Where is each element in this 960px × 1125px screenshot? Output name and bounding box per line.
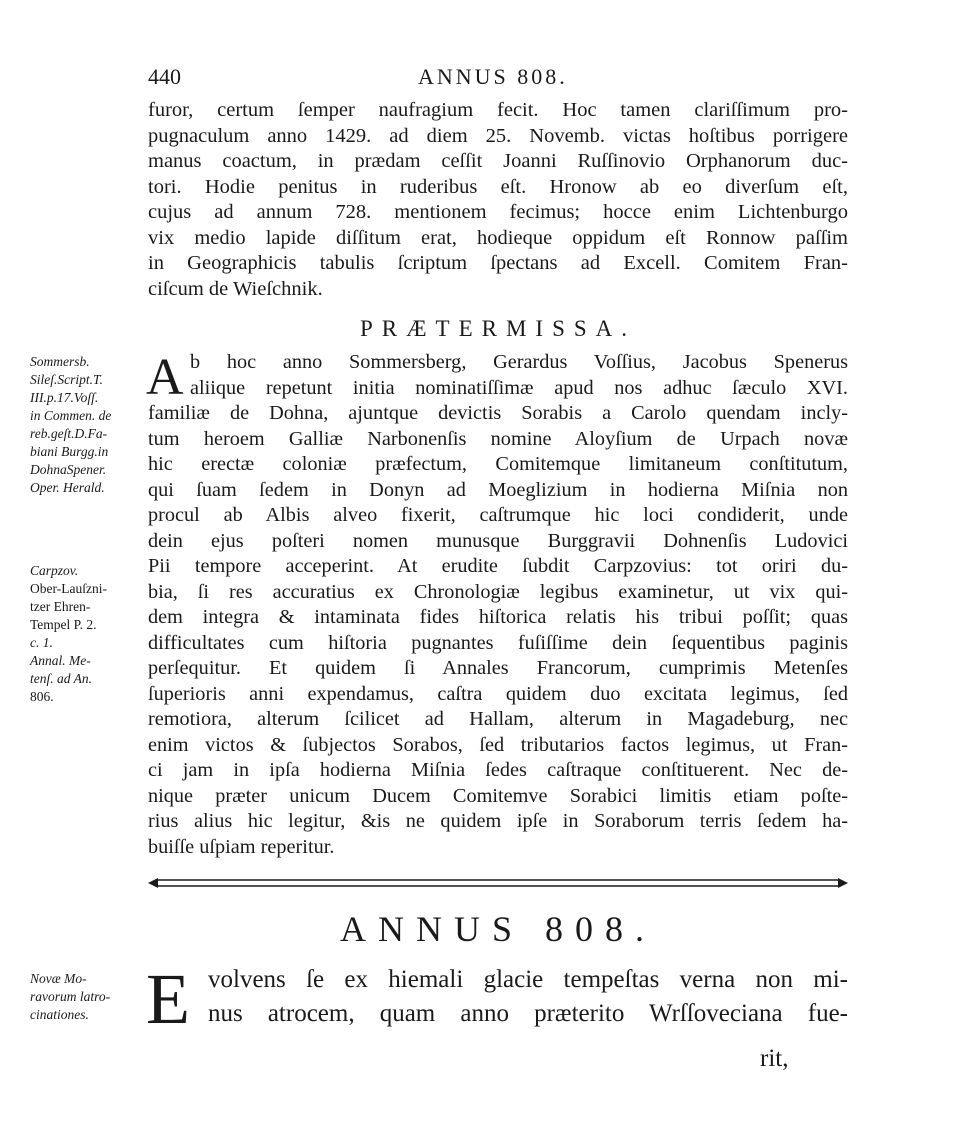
text-line: enim victos & ſubjectos Sorabos, ſed tributarios factos legimus, ut Fran-	[148, 733, 848, 756]
text-line: pugnaculum anno 1429. ad diem 25. Novemb. victas hoſtibus porrigere	[148, 124, 848, 147]
text-line: nus atrocem, quam anno præterito Wrſſoveciana fue-	[208, 1000, 848, 1027]
text-line: hic erectæ coloniæ præfectum, Comitemque limitaneum conſtitutum,	[148, 453, 848, 475]
text-line: bia, ſi res accuratius ex Chronologiæ legibus examinetur, ut vix qui-	[148, 580, 848, 603]
text-line: familiæ de Dohna, ajuntque devictis Sorabis a Carolo quendam incly-	[148, 402, 848, 424]
margin-note-line: DohnaSpener.	[30, 462, 107, 477]
text-line: ſuperioris anni expendamus, caſtra quidem duo excitata legimus, ſed	[148, 682, 848, 705]
margin-note-line: 806.	[30, 689, 54, 704]
margin-note-line: tzer Ehren-	[30, 599, 91, 614]
margin-note-line: in Commen. de	[30, 408, 112, 423]
margin-note-line: Oper. Herald.	[30, 480, 105, 495]
text-line: remotiora, alterum ſcilicet ad Hallam, alterum in Magadeburg, nec	[148, 708, 848, 730]
margin-note-line: Novæ Mo-	[30, 971, 87, 986]
text-line: vix medio lapide diſſitum erat, hodieque oppidum eſt Ronnow paſſim	[148, 226, 848, 249]
margin-note-line: Ober-Lauſzni-	[30, 581, 107, 596]
text-line: in Geographicis tabulis ſcriptum ſpectans ad Excell. Comitem Fran-	[148, 252, 848, 274]
ornamental-rule	[148, 876, 848, 890]
text-line: qui ſuam ſedem in Donyn ad Moeglizium in hodierna Miſnia non	[148, 478, 848, 501]
text-line: tum heroem Galliæ Narbonenſis nomine Aloyſium de Urpach novæ	[148, 427, 848, 450]
margin-note-line: c. 1.	[30, 635, 53, 650]
text-line: ciſcum de Wieſchnik.	[148, 277, 323, 300]
text-line: aliique repetunt initia nominatiſſimæ apud nos adhuc ſæculo XVI.	[190, 376, 848, 399]
text-line: manus coactum, in prædam ceſſit Joanni Ruſſinovio Orphanorum duc-	[148, 150, 848, 172]
text-line: perſequitur. Et quidem ſi Annales Francorum, cumprimis Metenſes	[148, 657, 848, 679]
margin-note-line: Sommersb.	[30, 354, 90, 369]
text-line: difficultates cum hiſtoria pugnantes fuſiſſime dein ſequentibus paginis	[148, 631, 848, 654]
margin-note-line: biani Burgg.in	[30, 444, 109, 459]
annus-808-paragraph	[146, 959, 848, 1039]
margin-note-line: Annal. Me-	[30, 653, 91, 668]
text-line: ci jam in ipſa hodierna Miſnia ſedes caſtraque conſtituerent. Nec de-	[148, 759, 848, 781]
section-heading-praetermissa: PRÆTERMISSA.	[359, 316, 637, 341]
continuation-paragraph	[148, 98, 848, 302]
margin-note-line: ravorum latro-	[30, 989, 111, 1004]
margin-note-carpzov	[30, 562, 148, 706]
text-line: procul ab Albis alveo fixerit, caſtrumque hic loci condiderit, unde	[148, 504, 848, 526]
margin-note-moravians	[30, 970, 148, 1024]
margin-note-line: Carpzov.	[30, 563, 79, 578]
margin-note-sources	[30, 353, 148, 497]
catchword: rit,	[760, 1045, 789, 1072]
page-number: 440	[148, 64, 181, 89]
margin-note-line: Sileſ.Script.T.	[30, 372, 103, 387]
drop-cap-a: A	[146, 349, 184, 406]
text-line: tori. Hodie penitus in ruderibus eſt. Hronow ab eo diverſum eſt,	[148, 175, 848, 198]
margin-note-line: tenſ. ad An.	[30, 671, 92, 686]
margin-note-line: reb.geſt.D.Fa-	[30, 426, 108, 441]
year-heading: ANNUS 808.	[339, 909, 656, 949]
text-line: furor, certum ſemper naufragium fecit. Hoc tamen clariſſimum pro-	[148, 99, 848, 121]
text-line: Pii tempore acceperint. At erudite ſubdit Carpzovius: tot oriri du-	[148, 555, 848, 577]
text-line: volvens ſe ex hiemali glacie tempeſtas verna non mi-	[208, 966, 848, 993]
text-line: rius alius hic legitur, &is ne quidem ipſe in Soraborum terris ſedem ha-	[148, 810, 848, 832]
page-header	[148, 64, 838, 94]
drop-cap-e: E	[146, 959, 190, 1039]
praetermissa-paragraph	[148, 350, 848, 860]
text-line: dem integra & intaminata fides hiſtorica relatis his tribui poſſit; quas	[148, 606, 848, 628]
margin-note-line: III.p.17.Voſſ.	[30, 390, 99, 405]
text-line: cujus ad annum 728. mentionem fecimus; hocce enim Lichtenburgo	[148, 201, 848, 223]
text-line: b hoc anno Sommersberg, Gerardus Voſſius, Jacobus Spenerus	[190, 351, 848, 373]
text-line: nique præter unicum Ducem Comitemve Sorabici limitis etiam poſte-	[148, 784, 848, 807]
text-line: dein ejus poſteri nomen munusque Burggravii Dohnenſis Ludovici	[148, 529, 848, 552]
running-title: ANNUS 808.	[418, 64, 568, 89]
text-line: buiſſe uſpiam reperitur.	[148, 835, 335, 858]
margin-note-line: Tempel P. 2.	[30, 617, 97, 632]
margin-note-line: cinationes.	[30, 1007, 89, 1022]
